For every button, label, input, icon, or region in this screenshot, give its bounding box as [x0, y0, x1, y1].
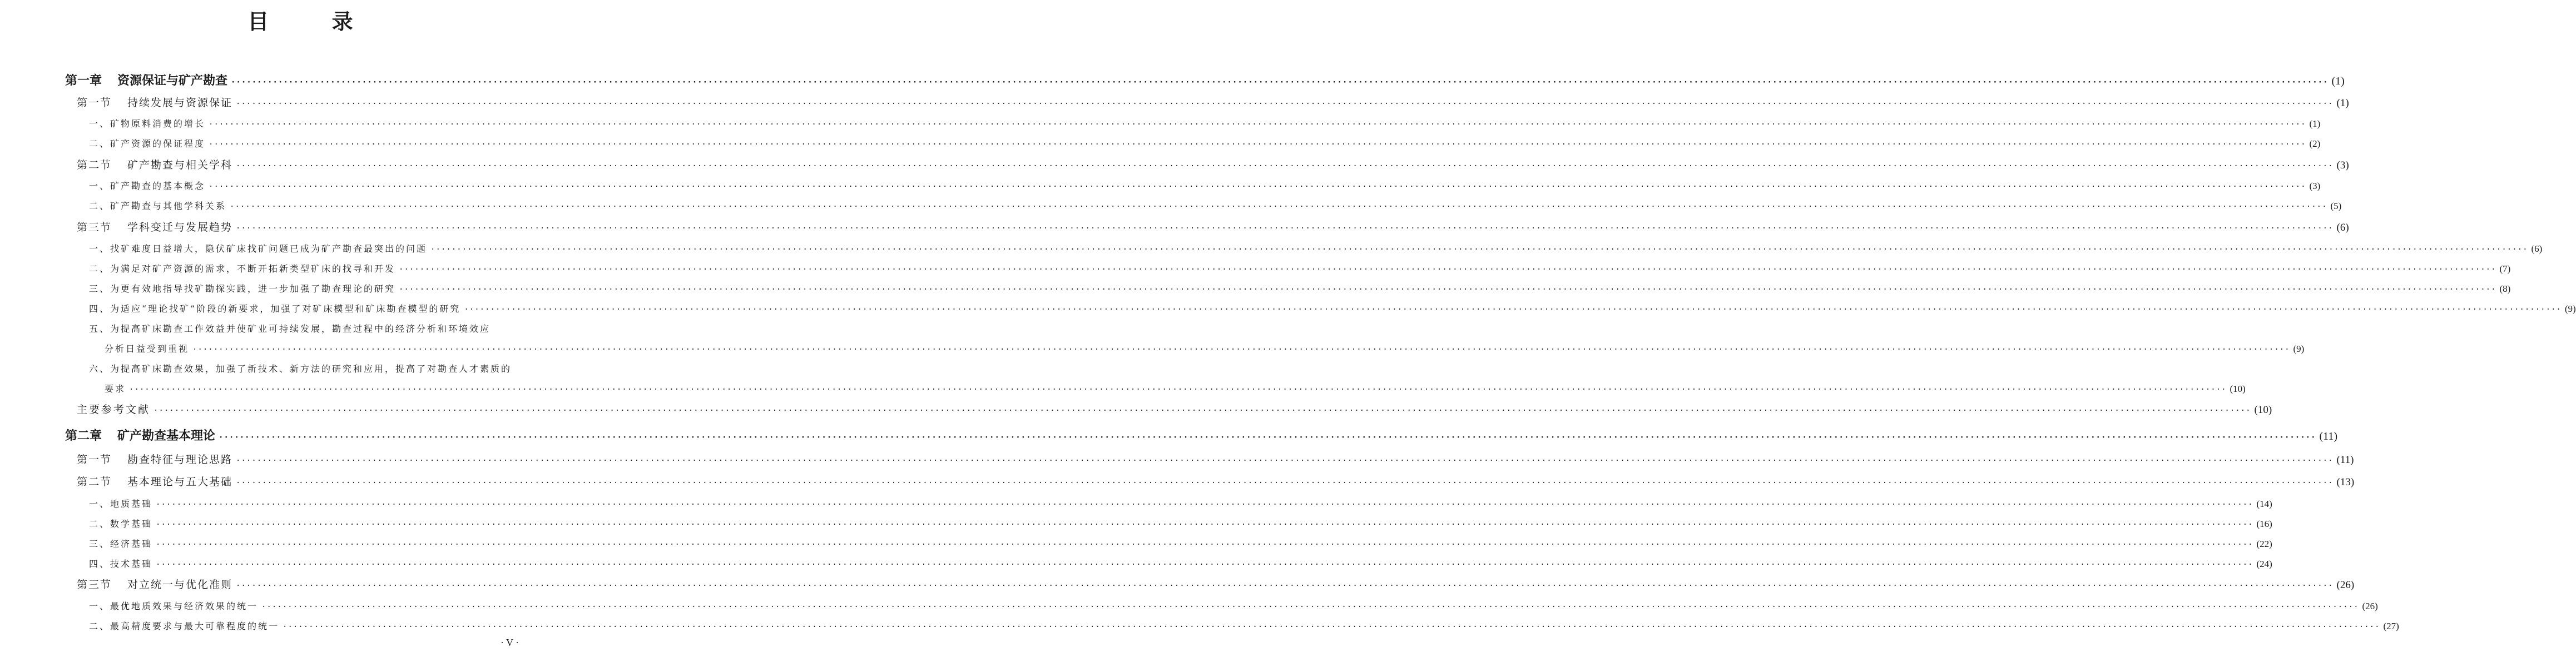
toc-entry-title: 三、经济基础	[89, 539, 153, 549]
toc-leader-dots: ················································································································································································································································································································································································································	[156, 520, 2253, 529]
toc-leader-dots: ················································································································································································································································································································································································································	[153, 406, 2251, 415]
toc-page-number: (22)	[2256, 539, 2272, 549]
toc-page-number: (26)	[2336, 579, 2355, 591]
toc-page-number: (10)	[2230, 384, 2246, 394]
toc-page-number: (1)	[2331, 75, 2345, 87]
toc-entry-title: 二、数学基础	[89, 519, 153, 529]
toc-page-number: (24)	[2256, 559, 2272, 569]
toc-item-entry[interactable]	[89, 282, 2511, 295]
toc-page-number: (8)	[2499, 283, 2511, 294]
toc-page-number: (2)	[2309, 138, 2321, 149]
toc-item-entry[interactable]	[89, 199, 2342, 212]
toc-entry-number: 第一节	[77, 454, 112, 466]
toc-refs-entry[interactable]	[77, 401, 2272, 416]
toc-leader-dots: ················································································································································································································································································································································································································	[430, 245, 2528, 254]
toc-leader-dots: ················································································································································································································································································································································································································	[129, 385, 2227, 394]
toc-entry-title: 二、最高精度要求与最大可靠程度的统一	[89, 621, 280, 631]
toc-page-number: (1)	[2336, 97, 2349, 109]
toc-section-entry[interactable]	[77, 157, 2349, 172]
toc-item-entry[interactable]	[89, 537, 2272, 550]
toc-page-number: (7)	[2499, 263, 2511, 274]
toc-leader-dots: ················································································································································································································································································································································································································	[209, 140, 2306, 149]
toc-chapter-entry[interactable]	[65, 426, 2338, 444]
toc-entry-number: 第二章	[65, 429, 102, 443]
page-number: ·V·	[501, 637, 521, 648]
page-title: 目 录	[247, 9, 381, 34]
toc-entry-title: 一、最优地质效果与经济效果的统一	[89, 601, 259, 611]
toc-entry-number: 第三节	[77, 579, 112, 591]
toc-item-entry[interactable]	[89, 137, 2321, 150]
toc-leader-dots: ················································································································································································································································································································································································································	[156, 560, 2253, 569]
toc-entry-title: 基本理论与五大基础	[127, 476, 233, 488]
toc-leader-dots: ················································································································································································································································································································································································································	[156, 540, 2253, 549]
toc-page-number: (10)	[2254, 404, 2272, 416]
toc-entry-title: 学科变迁与发展趋势	[127, 221, 233, 233]
toc-item-line: 六、为提高矿床勘查效果，加强了新技术、新方法的研究和应用，提高了对勘查人才素质的	[89, 364, 512, 374]
toc-chapter-entry[interactable]	[65, 71, 2345, 88]
toc-section-entry[interactable]	[77, 474, 2355, 489]
toc-entry-title: 一、矿产勘查的基本概念	[89, 181, 206, 191]
toc-item-entry[interactable]	[89, 117, 2321, 130]
toc-leader-dots: ················································································································································································································································································································································································································	[261, 603, 2359, 611]
toc-item-entry[interactable]	[105, 342, 2305, 355]
toc-page-number: (6)	[2336, 222, 2349, 233]
toc-entry-title: 一、找矿难度日益增大，隐伏矿床找矿问题已成为矿产勘查最突出的问题	[89, 243, 428, 254]
toc-leader-dots: ················································································································································································································································································································································································································	[192, 345, 2290, 354]
toc-leader-dots: ················································································································································································································································································································································································································	[236, 99, 2334, 108]
toc-entry-title: 资源保证与矿产勘查	[117, 73, 228, 88]
toc-page-number: (11)	[2336, 454, 2354, 466]
toc-entry-title: 对立统一与优化准则	[127, 579, 233, 591]
toc-item-entry[interactable]	[89, 557, 2272, 570]
toc-entry-title: 主要参考文献	[77, 404, 151, 416]
toc-item-entry[interactable]	[89, 497, 2272, 510]
toc-item-entry[interactable]	[89, 179, 2321, 192]
toc-page-number: (5)	[2330, 201, 2342, 211]
toc-entry-title: 四、技术基础	[89, 559, 153, 569]
toc-entry-number: 第二节	[77, 476, 112, 488]
toc-leader-dots: ················································································································································································································································································································································································································	[464, 305, 2562, 314]
toc-entry-title: 三、为更有效地指导找矿勘探实践，进一步加强了勘查理论的研究	[89, 283, 396, 294]
toc-leader-dots: ················································································································································································································································································································································································································	[236, 581, 2334, 590]
toc-entry-title: 一、地质基础	[89, 499, 153, 509]
toc-item-entry[interactable]	[89, 599, 2378, 612]
toc-leader-dots: ················································································································································································································································································································································································································	[209, 120, 2306, 129]
toc-leader-dots: ················································································································································································································································································································································································································	[399, 265, 2496, 274]
toc-entry-number: 第一节	[77, 97, 112, 109]
toc-leader-dots: ················································································································································································································································································································································································································	[230, 202, 2327, 211]
toc-leader-dots: ················································································································································································································································································································································································································	[209, 182, 2306, 191]
toc-page-number: (27)	[2383, 621, 2399, 631]
toc-item-entry[interactable]	[89, 302, 2576, 315]
toc-page-number: (9)	[2293, 344, 2305, 354]
toc-section-entry[interactable]	[77, 576, 2355, 591]
toc-page-number: (6)	[2531, 243, 2543, 254]
toc-entry-title: 一、矿物原料消费的增长	[89, 118, 206, 129]
toc-leader-dots: ················································································································································································································································································································································································································	[236, 162, 2334, 171]
toc-entry-number: 第三节	[77, 221, 112, 233]
toc-entry-number: 第一章	[65, 73, 102, 88]
toc-item-entry[interactable]	[105, 382, 2246, 395]
toc-page-number: (14)	[2256, 499, 2272, 509]
toc-leader-dots: ················································································································································································································································································································································································································	[236, 224, 2334, 233]
toc-entry-title: 矿产勘查与相关学科	[127, 159, 233, 171]
toc-entry-title: 二、矿产资源的保证程度	[89, 138, 206, 149]
toc-item-entry[interactable]	[89, 262, 2511, 275]
toc-page-number: (16)	[2256, 519, 2272, 529]
toc-page-number: (26)	[2362, 601, 2378, 611]
toc-page-number: (13)	[2336, 476, 2355, 488]
toc-entry-title: 分析日益受到重视	[105, 344, 190, 354]
toc-entry-title: 勘查特征与理论思路	[127, 454, 233, 466]
toc-section-entry[interactable]	[77, 219, 2349, 234]
toc-page-number: (3)	[2336, 160, 2349, 171]
toc-entry-title: 四、为适应“理论找矿”阶段的新要求，加强了对矿床模型和矿床勘查模型的研究	[89, 303, 461, 314]
toc-item-entry[interactable]	[89, 242, 2543, 255]
toc-leader-dots: ················································································································································································································································································································································································································	[399, 285, 2496, 294]
toc-item-entry[interactable]	[89, 517, 2272, 530]
toc-page-number: (1)	[2309, 118, 2321, 129]
toc-leader-dots: ················································································································································································································································································································································································································	[283, 623, 2380, 631]
toc-leader-dots: ················································································································································································································································································································································································································	[156, 500, 2253, 509]
toc-entry-number: 第二节	[77, 159, 112, 171]
toc-entry-title: 持续发展与资源保证	[127, 97, 233, 109]
toc-item-line: 五、为提高矿床勘查工作效益并使矿业可持续发展，勘查过程中的经济分析和环境效应	[89, 323, 491, 334]
toc-leader-dots: ················································································································································································································································································································································································································	[236, 479, 2334, 487]
toc-page-number: (9)	[2564, 303, 2576, 314]
toc-page-number: (11)	[2319, 430, 2338, 442]
toc-section-entry[interactable]	[77, 451, 2354, 466]
toc-page-number: (3)	[2309, 181, 2321, 191]
toc-item-entry[interactable]	[89, 619, 2399, 632]
toc-leader-dots: ················································································································································································································································································································································································································	[236, 456, 2334, 465]
toc-leader-dots: ················································································································································································································································································································································································································	[219, 433, 2316, 442]
toc-entry-title: 要求	[105, 384, 126, 394]
toc-leader-dots: ················································································································································································································································································································································································································	[231, 78, 2329, 87]
toc-entry-title: 矿产勘查基本理论	[117, 429, 216, 443]
toc-entry-title: 二、矿产勘查与其他学科关系	[89, 201, 227, 211]
toc-section-entry[interactable]	[77, 94, 2349, 109]
toc-entry-title: 二、为满足对矿产资源的需求，不断开拓新类型矿床的找寻和开发	[89, 263, 396, 274]
